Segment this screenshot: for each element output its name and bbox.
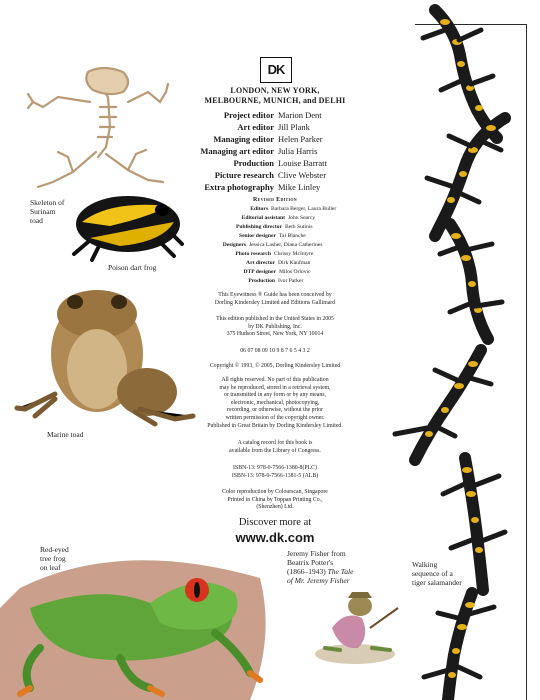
caption-poison-dart-frog: Poison dart frog — [108, 263, 157, 272]
caption-jeremy-fisher: Jeremy Fisher from Beatrix Potter's (1866–1943) The Tale of Mr. Jeremy Fisher — [287, 549, 354, 585]
marine-toad-image — [15, 284, 195, 426]
salamander-3-image — [410, 214, 520, 349]
edition-note: This edition published in the United States in 2005 by DK Publishing, Inc. 375 Hudson Street, New York, NY 10014 — [216, 316, 334, 338]
discover-more-text: Discover more at — [238, 517, 312, 528]
isbn-block: ISBN-13: 978-0-7566-1380-8(PLC) ISBN-13: 978-0-7566-1381-5 (ALB) — [231, 465, 319, 479]
print-line: 06 07 08 09 10 9 8 7 6 5 4 3 2 — [240, 348, 310, 354]
caption-tree-frog: Red-eyed tree frog on leaf — [40, 545, 69, 572]
caption-skeleton: Skeleton of Surinam toad — [30, 198, 65, 225]
right-rule — [526, 24, 527, 700]
rights-notice: All rights reserved. No part of this publication may be reproduced, stored in a retrieval system, or transmitted in any form or by any means, electronic, mechanical, photocopying, recording, or otherwise, without the prior written permission of the copyright owner. Published in Great Britain by Dorling Kindersley Limited. — [207, 377, 343, 429]
salamander-6-image — [410, 585, 515, 700]
publisher-cities: LONDON, NEW YORK, MELBOURNE, MUNICH, and DELHI — [204, 86, 346, 105]
catalog-note: A catalog record for this book is available from the Library of Congress. — [229, 440, 321, 454]
dk-website-link[interactable]: www.dk.com — [235, 530, 315, 545]
dk-logo: DK — [260, 57, 292, 83]
toad-skeleton-image — [28, 62, 168, 192]
caption-salamander: Walking sequence of a tiger salamander — [412, 560, 462, 587]
jeremy-fisher-figure-image — [310, 588, 405, 666]
caption-marine-toad: Marine toad — [47, 430, 84, 439]
conceived-note: This Eyewitness ® Guide has been conceived by Dorling Kindersley Limited and Editions Gallimard — [214, 292, 336, 306]
revised-edition-heading: Revised Edition — [253, 197, 297, 203]
poison-dart-frog-image — [70, 182, 185, 262]
reproduction-note: Color reproduction by Colourscan, Singapore Printed in China by Toppan Printing Co., (Shenzhen) Ltd. — [222, 489, 328, 511]
copyright-line: Copyright © 1993, © 2005, Dorling Kindersley Limited — [209, 363, 341, 369]
